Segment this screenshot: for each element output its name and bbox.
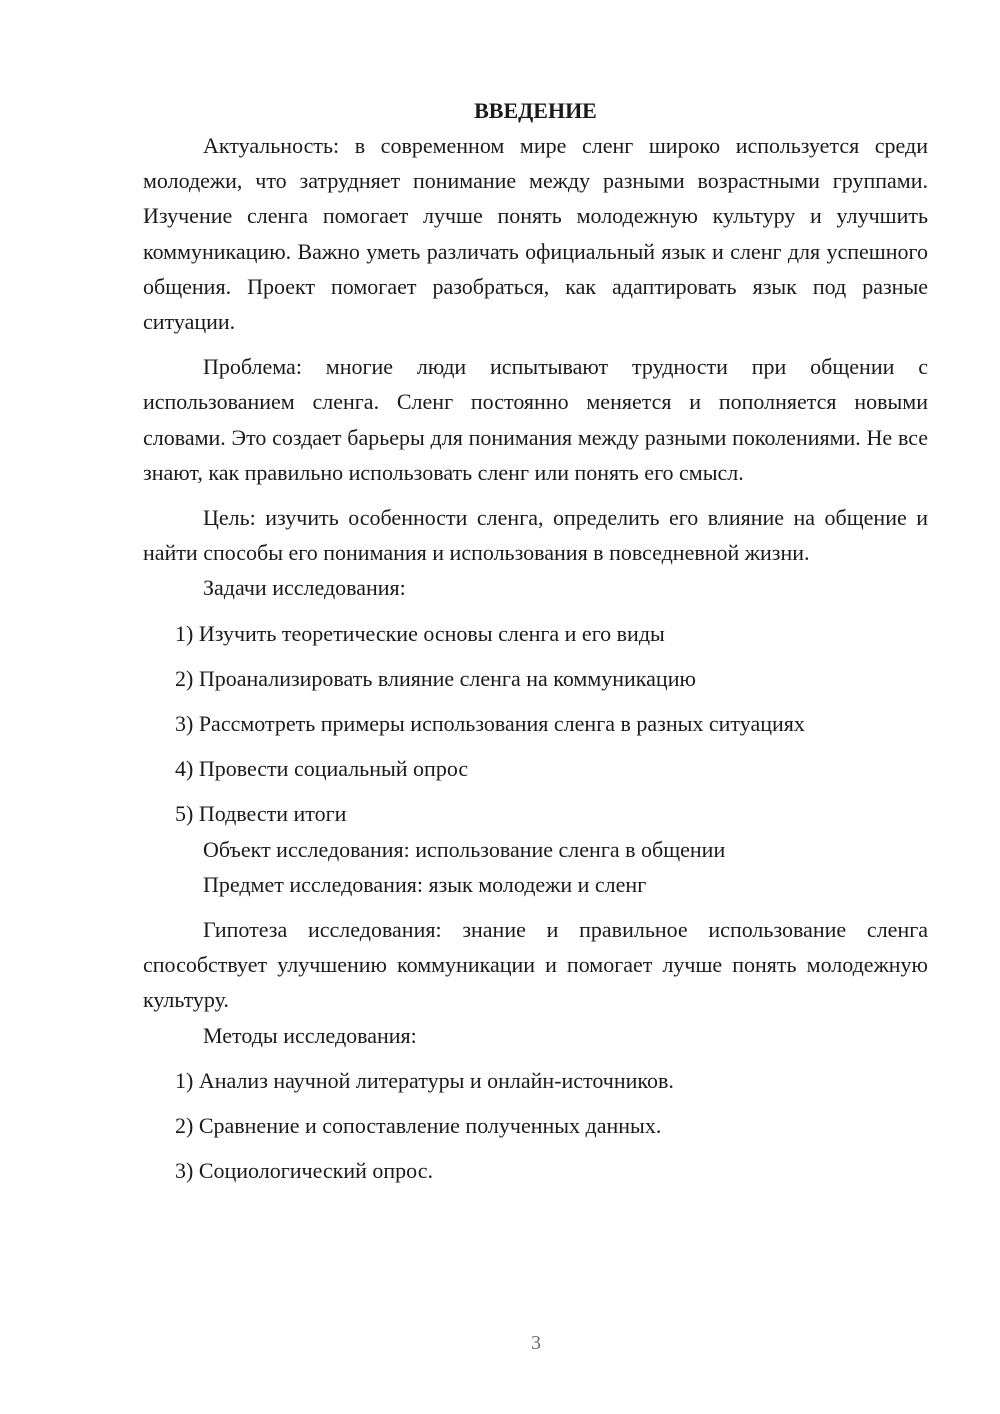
hypothesis-paragraph: Гипотеза исследования: знание и правильное использование сленга способствует улучшению коммуникации и помогает лучше понять молодежную культуру. xyxy=(143,917,928,1013)
page-title: ВВЕДЕНИЕ xyxy=(474,98,597,123)
list-item: 2) Проанализировать влияние сленга на коммуникацию xyxy=(175,665,696,691)
list-item: 3) Рассмотреть примеры использования сленга в разных ситуациях xyxy=(175,711,805,737)
tasks-heading: Задачи исследования: xyxy=(203,575,406,601)
list-item: 2) Сравнение и сопоставление полученных данных. xyxy=(175,1113,662,1139)
list-item: 1) Изучить теоретические основы сленга и его виды xyxy=(175,620,665,646)
list-item: 4) Провести социальный опрос xyxy=(175,756,469,782)
list-item: 1) Анализ научной литературы и онлайн-источников. xyxy=(175,1067,674,1093)
page-number: 3 xyxy=(531,1332,541,1354)
goal-paragraph: Цель: изучить особенности сленга, определить его влияние на общение и найти способы его понимания и использования в повседневной жизни. xyxy=(143,505,928,566)
list-item: 5) Подвести итоги xyxy=(175,801,347,827)
methods-heading: Методы исследования: xyxy=(203,1022,417,1048)
relevance-paragraph: Актуальность: в современном мире сленг широко используется среди молодежи, что затрудняет понимание между разными возрастными группами. Изучение сленга помогает лучше понять молодежную культуру и улучшить коммуникацию. Важно уметь различать официальный язык и сленг для успешного общения. Проект помогает разобраться, как адаптировать язык под разные ситуации. xyxy=(143,133,928,335)
tasks-list xyxy=(143,616,928,832)
list-item: 3) Социологический опрос. xyxy=(175,1158,433,1184)
subject-line: Предмет исследования: язык молодежи и сленг xyxy=(203,871,647,897)
page-content xyxy=(143,93,928,1188)
object-line: Объект исследования: использование сленга в общении xyxy=(203,836,726,862)
problem-paragraph: Проблема: многие люди испытывают трудности при общении с использованием сленга. Сленг постоянно меняется и пополняется новыми словами. Это создает барьеры для понимания между разными поколениями. Не все знают, как правильно использовать сленг или понять его смысл. xyxy=(143,354,928,485)
methods-list xyxy=(143,1063,928,1189)
